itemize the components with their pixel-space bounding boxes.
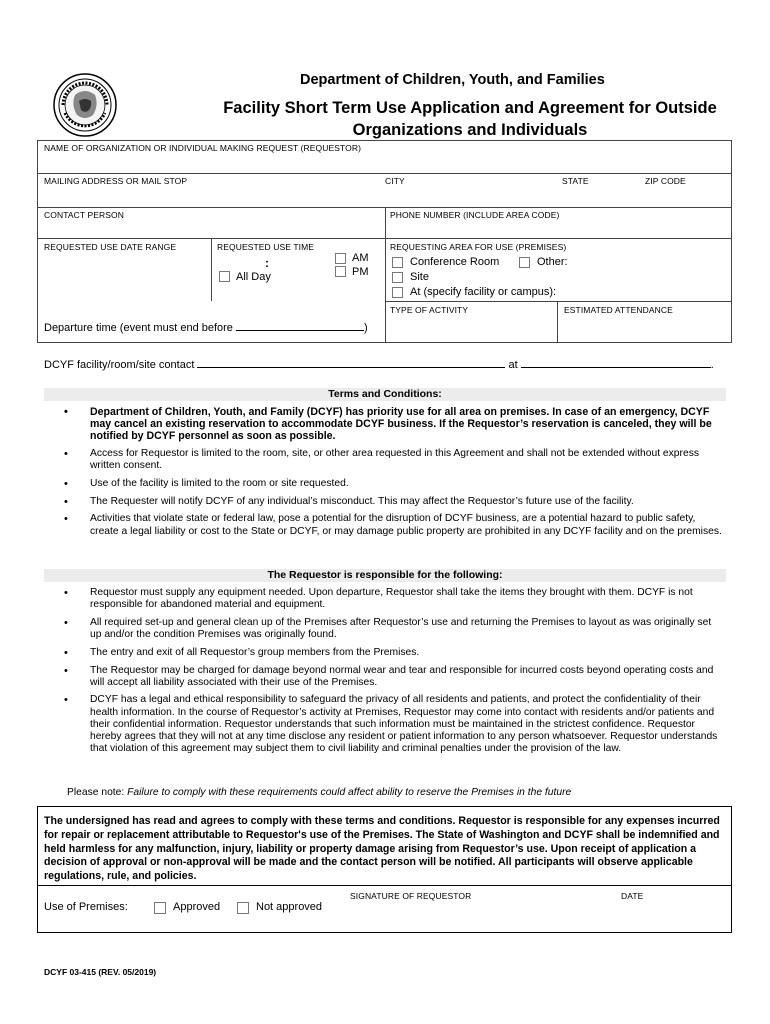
org-name-label: NAME OF ORGANIZATION OR INDIVIDUAL MAKING REQUEST (REQUESTOR)	[44, 143, 362, 153]
departure-time-label: Departure time (event must end before	[44, 322, 233, 334]
conference-room-checkbox[interactable]	[392, 257, 403, 268]
time-colon: :	[265, 256, 269, 270]
org-name-field[interactable]	[37, 152, 732, 172]
state-field[interactable]	[560, 186, 642, 206]
responsibilities-list	[64, 587, 724, 761]
form-number: DCYF 03-415 (REV. 05/2019)	[44, 967, 157, 977]
contact-person-label: CONTACT PERSON	[44, 210, 124, 220]
responsibility-item: • DCYF has a legal and ethical responsibility to safeguard the privacy of all residents and patients, and protect the confidentiality of their health information. In the course of Requestor’s activity at Premises, Requestor may come into contact with residents and/or patients and their confidential information. Requestor understands that such information must be maintained in the strictest confidence. Requestor hereby agrees that they will not at any time disclose any resident or patient information to any person whatsoever. Requestor understands that violation of this agreement may subject them to civil liability and criminal penalties under the provision of the law.	[64, 694, 724, 755]
washington-state-seal-icon	[53, 73, 117, 137]
pm-label: PM	[352, 266, 369, 278]
site-checkbox[interactable]	[392, 272, 403, 283]
departure-time-line	[44, 320, 368, 334]
zip-code-label: ZIP CODE	[645, 176, 686, 186]
at-specify-checkbox[interactable]	[392, 287, 403, 298]
contact-person-field[interactable]	[37, 219, 384, 237]
site-label: Site	[410, 271, 429, 283]
approved-checkbox[interactable]	[154, 902, 166, 914]
dcyf-contact-label: DCYF facility/room/site contact	[44, 359, 195, 371]
dcyf-contact-field[interactable]	[197, 357, 505, 368]
date-range-field[interactable]	[37, 252, 210, 300]
date-field[interactable]	[617, 901, 727, 929]
estimated-attendance-label: ESTIMATED ATTENDANCE	[564, 305, 673, 315]
approved-label: Approved	[173, 901, 221, 913]
dcyf-contact-at: at	[508, 359, 518, 371]
zip-code-field[interactable]	[643, 186, 731, 206]
all-day-checkbox[interactable]	[219, 271, 230, 282]
state-label: STATE	[562, 176, 589, 186]
responsibility-item: • The entry and exit of all Requestor’s group members from the Premises.	[64, 647, 724, 659]
all-day-label: All Day	[236, 271, 271, 283]
conference-room-label: Conference Room	[410, 256, 500, 268]
dcyf-contact-location-field[interactable]	[521, 357, 711, 368]
terms-item: • Access for Requestor is limited to the room, site, or other area requested in this Agreement and shall not be extended without express written consent.	[64, 448, 724, 472]
form-title-line2: Organizations and Individuals	[352, 121, 588, 139]
mailing-address-label: MAILING ADDRESS OR MAIL STOP	[44, 176, 188, 186]
terms-list	[64, 406, 724, 543]
pm-checkbox[interactable]	[335, 266, 346, 277]
estimated-attendance-field[interactable]	[558, 315, 731, 341]
not-approved-label: Not approved	[256, 901, 323, 913]
city-label: CITY	[385, 176, 405, 186]
signature-field[interactable]	[345, 901, 615, 929]
date-label: DATE	[621, 891, 644, 901]
responsibility-item: • Requestor must supply any equipment needed. Upon departure, Requestor shall take the items they brought with them. DCYF is not responsible for abandoned material and equipment.	[64, 587, 724, 611]
at-specify-label: At (specify facility or campus):	[410, 286, 557, 298]
signature-label: SIGNATURE OF REQUESTOR	[350, 891, 472, 901]
use-of-premises-label: Use of Premises:	[44, 901, 128, 913]
other-checkbox[interactable]	[519, 257, 530, 268]
am-checkbox[interactable]	[335, 253, 346, 264]
phone-number-label: PHONE NUMBER (INCLUDE AREA CODE)	[390, 210, 560, 220]
type-of-activity-label: TYPE OF ACTIVITY	[390, 305, 469, 315]
please-note-text: Failure to comply with these requirements could affect ability to reserve the Premises in the future	[127, 787, 572, 798]
responsibilities-heading: The Requestor is responsible for the following:	[44, 569, 726, 582]
departure-close-paren: )	[364, 322, 368, 334]
responsibility-item: • The Requestor may be charged for damage beyond normal wear and tear and responsible for incurred costs beyond operating costs and will accept all liability associated with their use of the Premises.	[64, 665, 724, 689]
date-range-label: REQUESTED USE DATE RANGE	[44, 242, 177, 252]
phone-number-field[interactable]	[386, 219, 731, 237]
please-note	[67, 787, 571, 798]
responsibility-item: • All required set-up and general clean up of the Premises after Requestor’s use and returning the Premises to layout as was originally set up and/or the condition Premises was originally found.	[64, 617, 724, 641]
department-name: Department of Children, Youth, and Families	[300, 72, 605, 88]
requesting-area-label: REQUESTING AREA FOR USE (PREMISES)	[390, 242, 567, 252]
dcyf-contact-period: .	[710, 359, 714, 371]
form-title-line1: Facility Short Term Use Application and Agreement for Outside	[223, 99, 717, 117]
mailing-address-field[interactable]	[37, 186, 382, 206]
terms-item: • Department of Children, Youth, and Family (DCYF) has priority use for all area on premises. In case of an emergency, DCYF may cancel an existing reservation to accommodate DCYF business. If the Requestor’s reservation is canceled, they will be notified by DCYF personnel as soon as possible.	[64, 406, 724, 443]
type-of-activity-field[interactable]	[386, 315, 556, 341]
not-approved-checkbox[interactable]	[237, 902, 249, 914]
terms-heading: Terms and Conditions:	[44, 388, 726, 401]
please-note-label: Please note:	[67, 787, 125, 798]
city-field[interactable]	[385, 186, 560, 206]
terms-item: • The Requester will notify DCYF of any individual’s misconduct. This may affect the Requestor’s future use of the facility.	[64, 496, 724, 508]
departure-time-field[interactable]	[236, 320, 364, 331]
use-time-label: REQUESTED USE TIME	[217, 242, 315, 252]
agreement-text: The undersigned has read and agrees to comply with these terms and conditions. Requestor is responsible for any expenses incurred for repair or replacement attributable to Requestor's use of the Premises. The State of Washington and DCYF shall be indemnified and held harmless for any malfunction, injury, liability or property damage arising from Requestor’s use. Upon receipt of application a decision of approval or non-approval will be made and the contact person will be notified. All participants will observe applicable regulations, rule, and policies.	[44, 815, 720, 883]
am-label: AM	[352, 252, 369, 264]
terms-item: • Activities that violate state or federal law, pose a potential for the disruption of DCYF business, are a potential hazard to public safety, create a legal liability or cost to the State or DCYF, or may damage public property are prohibited in any DCYF facility and on the premises.	[64, 513, 724, 537]
terms-item: • Use of the facility is limited to the room or site requested.	[64, 478, 724, 490]
other-label: Other:	[537, 256, 568, 268]
dcyf-contact-line	[44, 357, 714, 371]
